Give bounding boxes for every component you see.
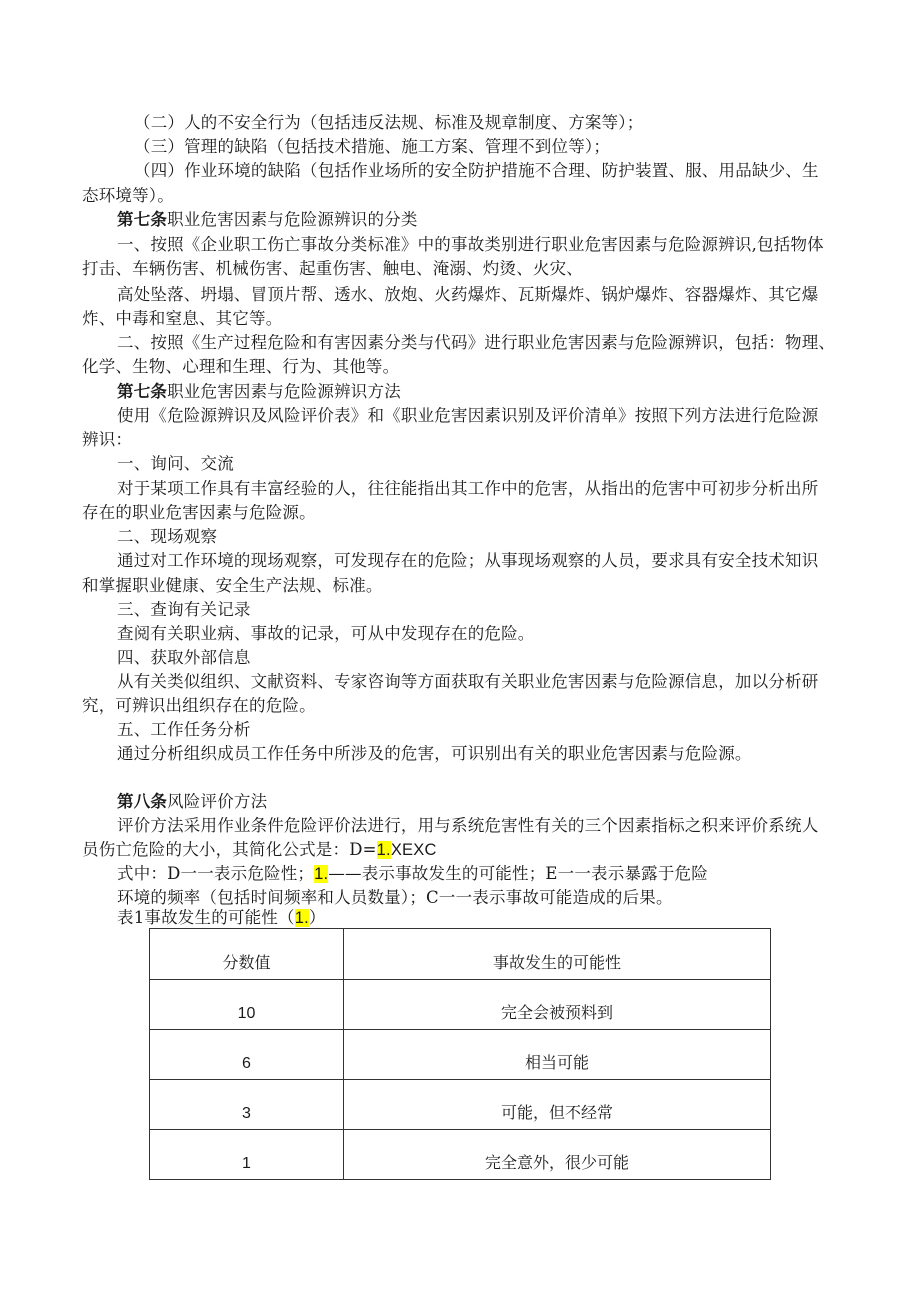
article-label: 第七条 <box>117 382 168 401</box>
caption-text: ） <box>308 908 326 927</box>
paragraph-line: 炸、中毒和窒息、其它等。 <box>82 309 283 328</box>
table-header-cell: 事故发生的可能性 <box>344 929 771 980</box>
table-row <box>150 980 771 1030</box>
formula-text: 员伤亡危险的大小，其简化公式是：D= <box>82 840 377 859</box>
section-heading: 一、询问、交流 <box>117 454 234 473</box>
legend-text: ——表示事故发生的可能性；E一一表示暴露于危险 <box>328 864 708 883</box>
highlighted-text: 1. <box>294 909 309 927</box>
likelihood-cell: 相当可能 <box>344 1030 771 1080</box>
likelihood-cell: 完全会被预料到 <box>344 980 771 1030</box>
table-caption <box>117 907 326 929</box>
article-heading <box>117 209 418 231</box>
score-cell: 1 <box>150 1130 344 1180</box>
paragraph-line: 通过分析组织成员工作任务中所涉及的危害，可识别出有关的职业危害因素与危险源。 <box>117 744 752 763</box>
paragraph-line: 从有关类似组织、文献资料、专家咨询等方面获取有关职业危害因素与危险源信息，加以分析研 <box>117 672 819 691</box>
paragraph-line: （三）管理的缺陷（包括技术措施、施工方案、管理不到位等）； <box>134 137 611 156</box>
paragraph-line: 究，可辨识出组织存在的危险。 <box>82 696 316 715</box>
paragraph-line: 评价方法采用作业条件危险评价法进行，用与系统危害性有关的三个因素指标之积来评价系统人 <box>117 816 819 835</box>
highlighted-text: 1. <box>376 841 391 859</box>
section-heading: 二、现场观察 <box>117 527 218 546</box>
likelihood-cell: 完全意外，很少可能 <box>344 1130 771 1180</box>
paragraph-line: 化学、生物、心理和生理、行为、其他等。 <box>82 357 400 376</box>
table-row <box>150 1080 771 1130</box>
paragraph-line: 环境的频率（包括时间频率和人员数量）；C一一表示事故可能造成的后果。 <box>117 888 673 907</box>
article-heading <box>117 791 267 813</box>
paragraph-line <box>117 863 708 885</box>
paragraph-line: 通过对工作环境的现场观察，可发现存在的危险；从事现场观察的人员，要求具有安全技术知识 <box>117 551 819 570</box>
table-row <box>150 1130 771 1180</box>
formula-line <box>82 839 437 861</box>
highlighted-text: 1. <box>314 865 329 883</box>
formula-text: XEXC <box>390 841 437 859</box>
paragraph-line: 辨识： <box>82 430 133 449</box>
paragraph-line: 打击、车辆伤害、机械伤害、起重伤害、触电、淹溺、灼烫、火灾、 <box>82 259 583 278</box>
paragraph-line: 高处坠落、坍塌、冒顶片帮、透水、放炮、火药爆炸、瓦斯爆炸、锅炉爆炸、容器爆炸、其它爆 <box>117 285 819 304</box>
paragraph-line: 存在的职业危害因素与危险源。 <box>82 503 316 522</box>
section-heading: 四、获取外部信息 <box>117 648 251 667</box>
likelihood-cell: 可能，但不经常 <box>344 1080 771 1130</box>
legend-text: 式中：D一一表示危险性； <box>117 864 315 883</box>
paragraph-line: （二）人的不安全行为（包括违反法规、标准及规章制度、方案等）； <box>134 113 644 132</box>
paragraph-line: 态环境等）。 <box>82 186 174 205</box>
score-cell: 10 <box>150 980 344 1030</box>
article-title: 职业危害因素与危险源辨识的分类 <box>167 210 418 229</box>
paragraph-line: （四）作业环境的缺陷（包括作业场所的安全防护措施不合理、防护装置、服、用品缺少、生 <box>134 161 819 180</box>
article-label: 第七条 <box>117 210 168 229</box>
article-title: 风险评价方法 <box>167 792 268 811</box>
table-row <box>150 1030 771 1080</box>
article-heading <box>117 381 401 403</box>
table-header-cell: 分数值 <box>150 929 344 980</box>
table-header-row <box>150 929 771 980</box>
caption-text: 表1事故发生的可能性（ <box>117 908 295 927</box>
paragraph-line: 对于某项工作具有丰富经验的人，往往能指出其工作中的危害，从指出的危害中可初步分析出所 <box>117 479 819 498</box>
paragraph-line: 使用《危险源辨识及风险评价表》和《职业危害因素识别及评价清单》按照下列方法进行危险源 <box>117 406 819 425</box>
article-title: 职业危害因素与危险源辨识方法 <box>167 382 401 401</box>
article-label: 第八条 <box>117 792 168 811</box>
likelihood-table <box>149 928 771 1180</box>
paragraph-line: 查阅有关职业病、事故的记录，可从中发现存在的危险。 <box>117 624 535 643</box>
section-heading: 五、工作任务分析 <box>117 720 251 739</box>
score-cell: 3 <box>150 1080 344 1130</box>
paragraph-line: 一、按照《企业职工伤亡事故分类标准》中的事故类别进行职业危害因素与危险源辨识,包括物体 <box>117 235 824 254</box>
paragraph-line: 和掌握职业健康、安全生产法规、标准。 <box>82 576 383 595</box>
section-heading: 三、查询有关记录 <box>117 600 251 619</box>
paragraph-line: 二、按照《生产过程危险和有害因素分类与代码》进行职业危害因素与危险源辨识，包括：物理、 <box>117 333 836 352</box>
score-cell: 6 <box>150 1030 344 1080</box>
